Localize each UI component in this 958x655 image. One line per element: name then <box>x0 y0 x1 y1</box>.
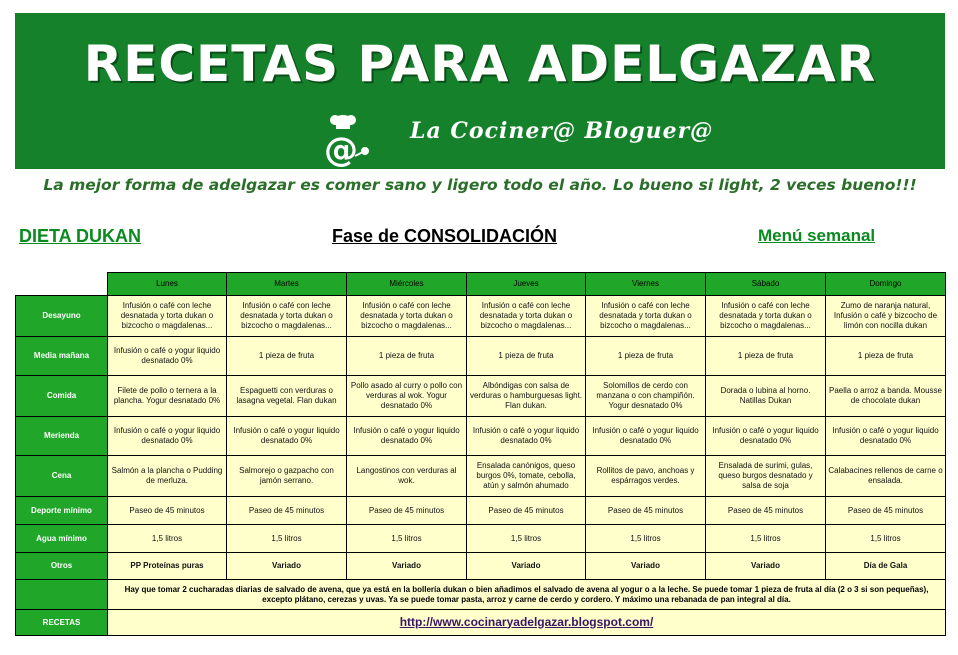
corner-cell <box>16 273 108 296</box>
meal-cell: Día de Gala <box>826 553 946 580</box>
meal-cell: Infusión o café o yogur liquido desnatado 0% <box>108 337 227 376</box>
meal-cell: Langostinos con verduras al wok. <box>347 456 467 497</box>
tagline: La mejor forma de adelgazar es comer sano y ligero todo el año. Lo bueno si light, 2 veces bueno!!! <box>43 176 917 194</box>
meal-cell: Infusión o café con leche desnatada y torta dukan o bizcocho o magdalenas... <box>227 296 347 337</box>
meal-cell: Infusión o café con leche desnatada y torta dukan o bizcocho o magdalenas... <box>706 296 826 337</box>
day-header: Martes <box>227 273 347 296</box>
day-header: Viernes <box>586 273 706 296</box>
meal-cell: Variado <box>586 553 706 580</box>
meal-cell: Infusión o café o yogur liquido desnatado 0% <box>467 417 586 456</box>
phase-heading: Fase de CONSOLIDACIÓN <box>332 226 558 246</box>
note-row <box>16 580 946 610</box>
meal-cell: Variado <box>467 553 586 580</box>
row-label: Desayuno <box>16 296 108 337</box>
brand-name: La Cociner@ Bloguer@ <box>410 118 714 144</box>
table-row <box>16 376 946 417</box>
meal-cell: 1 pieza de fruta <box>826 337 946 376</box>
meal-cell: Paseo de 45 minutos <box>586 497 706 525</box>
diet-link[interactable]: DIETA DUKAN <box>19 226 141 246</box>
meal-cell: Ensalada de surimi, gulas, queso burgos desnatado y salsa de soja <box>706 456 826 497</box>
meal-cell: Variado <box>706 553 826 580</box>
meal-cell: 1,5 litros <box>467 525 586 553</box>
meal-cell: Infusión o café o yogur liquido desnatado 0% <box>108 417 227 456</box>
meal-cell: Variado <box>227 553 347 580</box>
row-label: Otros <box>16 553 108 580</box>
recipes-row <box>16 610 946 636</box>
table-row <box>16 417 946 456</box>
table-row <box>16 497 946 525</box>
table-row <box>16 525 946 553</box>
meal-cell: Dorada o lubina al horno. Natillas Dukan <box>706 376 826 417</box>
recipes-label: RECETAS <box>16 610 108 636</box>
meal-cell: Paseo de 45 minutos <box>227 497 347 525</box>
site-title: RECETAS PARA ADELGAZAR <box>83 35 877 93</box>
meal-cell: Infusión o café o yogur liquido desnatado 0% <box>826 417 946 456</box>
row-label: Merienda <box>16 417 108 456</box>
meal-cell: Paseo de 45 minutos <box>108 497 227 525</box>
days-header-row <box>16 273 946 296</box>
meal-cell: Infusión o café o yogur liquido desnatado 0% <box>347 417 467 456</box>
day-header: Jueves <box>467 273 586 296</box>
row-label: Comida <box>16 376 108 417</box>
menu-table <box>15 272 946 636</box>
meal-cell: Salmorejo o gazpacho con jamón serrano. <box>227 456 347 497</box>
meal-cell: Paseo de 45 minutos <box>467 497 586 525</box>
table-row <box>16 337 946 376</box>
recipes-link-cell <box>108 610 946 636</box>
day-header: Sábado <box>706 273 826 296</box>
meal-cell: Ensalada canónigos, queso burgos 0%, tomate, cebolla, atún y salmón ahumado <box>467 456 586 497</box>
row-label: Deporte mínimo <box>16 497 108 525</box>
meal-cell: Infusión o café o yogur liquido desnatado 0% <box>706 417 826 456</box>
table-row <box>16 296 946 337</box>
meal-cell: PP Proteínas puras <box>108 553 227 580</box>
meal-cell: Solomillos de cerdo con manzana o con champiñón. Yogur desnatado 0% <box>586 376 706 417</box>
meal-cell: Pollo asado al curry o pollo con verduras al wok. Yogur desnatado 0% <box>347 376 467 417</box>
meal-cell: Rollitos de pavo, anchoas y espárragos verdes. <box>586 456 706 497</box>
meal-cell: Paseo de 45 minutos <box>706 497 826 525</box>
meal-cell: Infusión o café con leche desnatada y torta dukan o bizcocho o magdalenas... <box>586 296 706 337</box>
meal-cell: Paseo de 45 minutos <box>826 497 946 525</box>
diet-note: Hay que tomar 2 cucharadas diarias de salvado de avena, que ya está en la bollería dukan o bien añadimos el salvado de avena al yogur o a la leche. Se puede tomar 1 pieza de fruta al día (2 o 3 si son pequeñas), excepto plátano, cerezas y uvas. Ya se puede tomar pasta, arroz y carne de cerdo y cordero. Y máximo una rebanada de pan integral al día. <box>108 580 946 610</box>
meal-cell: Infusión o café con leche desnatada y torta dukan o bizcocho o magdalenas... <box>108 296 227 337</box>
table-row <box>16 456 946 497</box>
meal-cell: Albóndigas con salsa de verduras o hamburguesas light. Flan dukan. <box>467 376 586 417</box>
meal-cell: 1 pieza de fruta <box>586 337 706 376</box>
meal-cell: Paseo de 45 minutos <box>347 497 467 525</box>
meal-cell: 1,5 litros <box>706 525 826 553</box>
meal-cell: Infusión o café con leche desnatada y torta dukan o bizcocho o magdalenas... <box>347 296 467 337</box>
meal-cell: Calabacines rellenos de carne o ensalada. <box>826 456 946 497</box>
header-banner <box>15 13 945 169</box>
svg-text:@: @ <box>324 130 358 170</box>
meal-cell: Infusión o café con leche desnatada y torta dukan o bizcocho o magdalenas... <box>467 296 586 337</box>
meal-cell: 1,5 litros <box>347 525 467 553</box>
meal-cell: 1 pieza de fruta <box>227 337 347 376</box>
row-label: Agua mínimo <box>16 525 108 553</box>
meal-cell: 1 pieza de fruta <box>706 337 826 376</box>
note-row-label <box>16 580 108 610</box>
meal-cell: 1,5 litros <box>108 525 227 553</box>
meal-cell: 1 pieza de fruta <box>467 337 586 376</box>
table-row <box>16 553 946 580</box>
weekly-menu-link[interactable]: Menú semanal <box>758 226 876 245</box>
meal-cell: Filete de pollo o ternera a la plancha. Yogur desnatado 0% <box>108 376 227 417</box>
row-label: Cena <box>16 456 108 497</box>
meal-cell: Infusión o café o yogur liquido desnatado 0% <box>227 417 347 456</box>
meal-cell: Variado <box>347 553 467 580</box>
day-header: Lunes <box>108 273 227 296</box>
recipes-url-link[interactable]: http://www.cocinaryadelgazar.blogspot.com/ <box>399 614 654 629</box>
meal-cell: Paella o arroz a banda. Mousse de chocolate dukan <box>826 376 946 417</box>
meal-cell: Zumo de naranja natural, Infusión o café y bizcocho de limón con nocilla dukan <box>826 296 946 337</box>
meal-cell: 1,5 litros <box>227 525 347 553</box>
meal-cell: 1,5 litros <box>826 525 946 553</box>
meal-cell: Salmón a la plancha o Pudding de merluza. <box>108 456 227 497</box>
chef-at-logo-icon <box>315 111 375 171</box>
day-header: Domingo <box>826 273 946 296</box>
meal-cell: 1,5 litros <box>586 525 706 553</box>
meal-cell: Espaguetti con verduras o lasagna vegetal. Flan dukan <box>227 376 347 417</box>
meal-cell: Infusión o café o yogur liquido desnatado 0% <box>586 417 706 456</box>
day-header: Miércoles <box>347 273 467 296</box>
meal-cell: 1 pieza de fruta <box>347 337 467 376</box>
row-label: Media mañana <box>16 337 108 376</box>
